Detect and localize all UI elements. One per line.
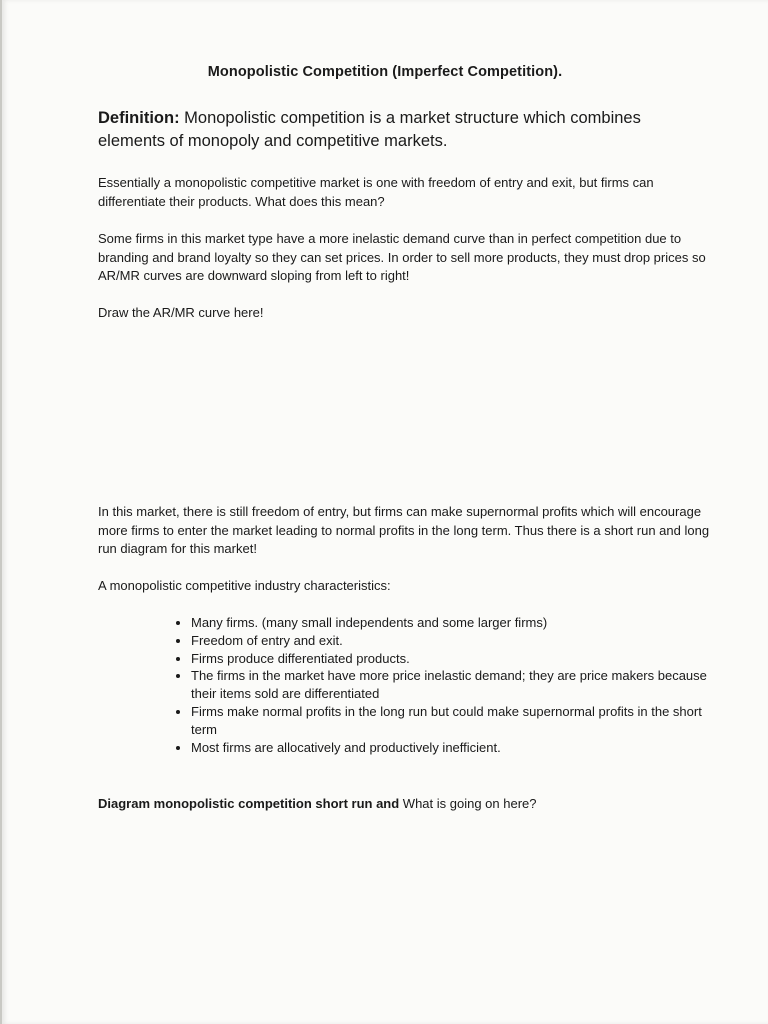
characteristics-list: [167, 614, 711, 756]
worksheet-page: [2, 0, 768, 1024]
definition-paragraph: [98, 107, 708, 153]
diagram-prompt-rest: What is going on here?: [399, 796, 537, 811]
list-item: • Freedom of entry and exit.: [191, 632, 711, 650]
definition-label: Definition:: [98, 109, 180, 127]
freedom-of-entry-paragraph: In this market, there is still freedom of entry, but firms can make supernormal profits which will encourage more firms to enter the market leading to normal profits in the long term. Thus there is a short run and long run diagram for this market!: [98, 504, 710, 556]
draw-curve-prompt: Draw the AR/MR curve here!: [98, 305, 264, 320]
list-item: • Firms produce differentiated products.: [191, 650, 711, 668]
characteristics-intro: A monopolistic competitive industry characteristics:: [98, 578, 391, 593]
list-item: • Many firms. (many small independents and some larger firms): [191, 614, 711, 632]
list-item: • Most firms are allocatively and productively inefficient.: [191, 739, 711, 757]
diagram-prompt: [98, 795, 718, 813]
list-item: • Firms make normal profits in the long run but could make supernormal profits in the short term: [191, 703, 711, 739]
essentially-paragraph: Essentially a monopolistic competitive market is one with freedom of entry and exit, but firms can differentiate their products. What does this mean?: [98, 175, 654, 209]
definition-text: Monopolistic competition is a market structure which combines elements of monopoly and competitive markets.: [98, 109, 641, 150]
list-item: • The firms in the market have more price inelastic demand; they are price makers because their items sold are differentiated: [191, 667, 711, 703]
inelastic-demand-paragraph: Some firms in this market type have a more inelastic demand curve than in perfect competition due to branding and brand loyalty so they can set prices. In order to sell more products, they must drop prices so AR/MR curves are downward sloping from left to right!: [98, 231, 706, 283]
diagram-prompt-bold: Diagram monopolistic competition short run and: [98, 796, 400, 811]
page-title: Monopolistic Competition (Imperfect Competition).: [207, 64, 563, 80]
